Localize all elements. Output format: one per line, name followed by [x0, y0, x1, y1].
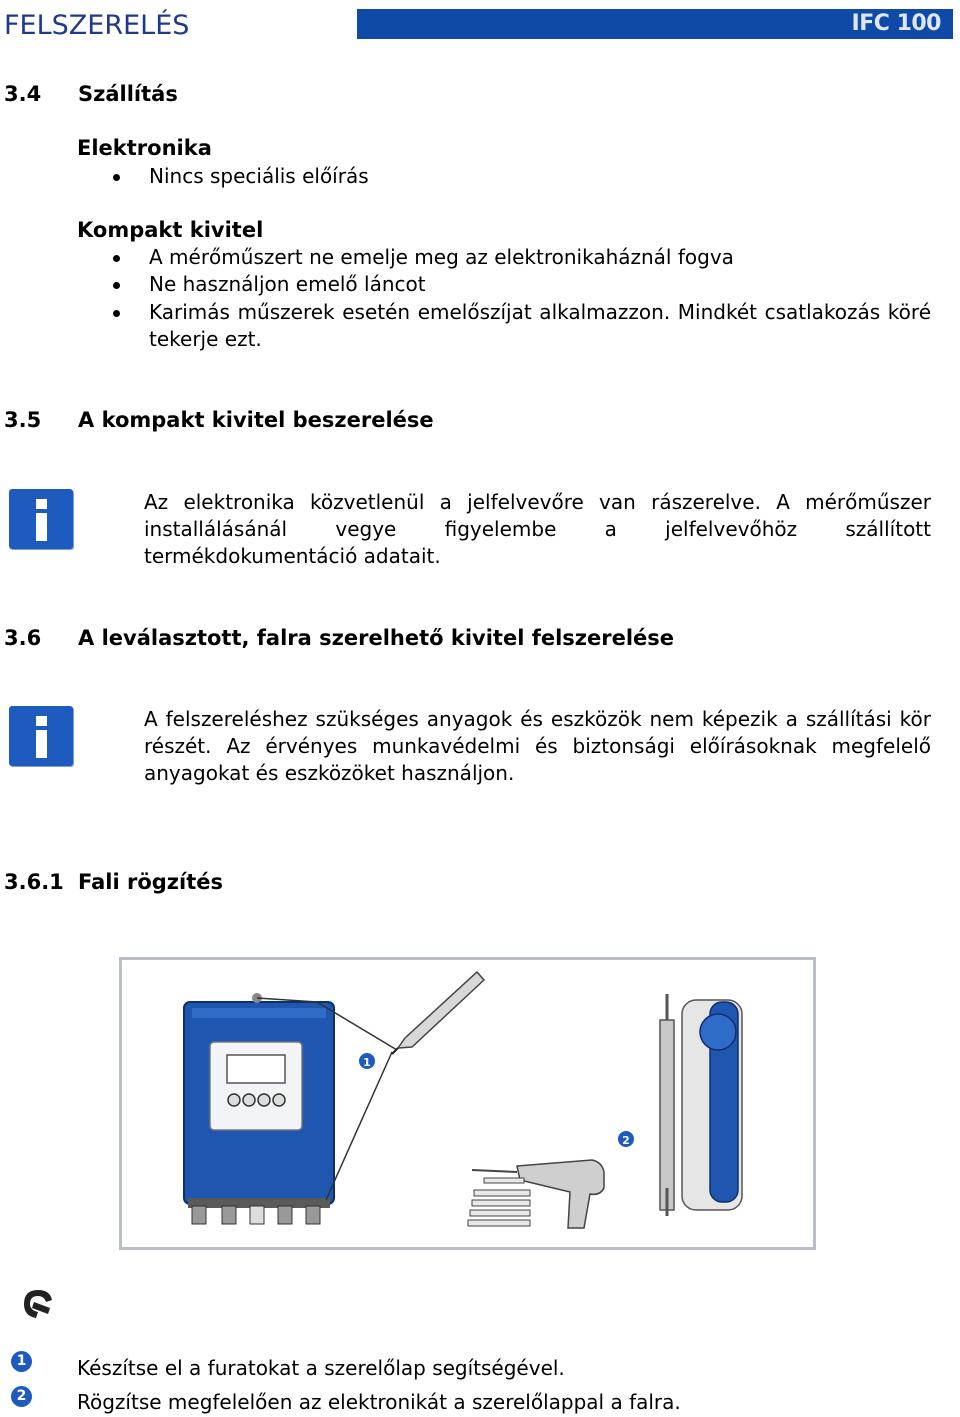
electronics-heading: Elektronika [77, 136, 212, 160]
section-3-4-number: 3.4 [4, 82, 42, 106]
compact-heading: Kompakt kivitel [77, 218, 264, 242]
step-1-marker-icon: 1 [11, 1351, 32, 1372]
step-2-text: Rögzítse megfelelően az elektronikát a szerelőlappal a falra. [77, 1390, 681, 1414]
figure-marker-2-label: 2 [622, 1134, 630, 1147]
info-icon [9, 489, 73, 549]
bullet [113, 174, 120, 181]
page-header-title: FELSZERELÉS [4, 10, 190, 41]
wall-plugs [468, 1178, 530, 1226]
section-3-5-title: A kompakt kivitel beszerelése [78, 408, 434, 432]
section-3-5-number: 3.5 [4, 408, 42, 432]
wall-mounting-illustration [122, 960, 813, 1247]
list-item-text: Karimás műszerek esetén emelőszíjat alkalmazzon. Mindkét csatlakozás köré tekerje ezt. [149, 299, 931, 351]
header-bar [357, 9, 953, 39]
list-item [108, 299, 931, 354]
section-3-6-title: A leválasztott, falra szerelhető kivitel felszerelése [78, 626, 675, 650]
wall-bracket [660, 994, 742, 1216]
list-item-text: Ne használjon emelő láncot [149, 272, 426, 297]
list-item [108, 271, 931, 298]
section-3-4-title: Szállítás [78, 82, 178, 106]
info-text-3-6: A felszereléshez szükséges anyagok és eszközök nem képezik a szállítási kör részét. Az érvényes munkavédelmi és biztonsági előírásoknak megfelelő anyagokat és eszközöket használjon. [144, 707, 931, 785]
info-text-3-5: Az elektronika közvetlenül a jelfelvevőre van rászerelve. A mérőműszer installálásánál vegye figyelembe a jelfelvevőhöz szállított termékdokumentáció adatait. [144, 490, 931, 568]
bullet [113, 255, 120, 262]
wall-mounting-figure [119, 957, 816, 1250]
bullet [113, 282, 120, 289]
section-3-6-number: 3.6 [4, 626, 42, 650]
section-3-6-1-title: Fali rögzítés [78, 870, 224, 894]
info-icon [9, 706, 73, 766]
step-1-text: Készítse el a furatokat a szerelőlap segítségével. [77, 1356, 565, 1380]
list-item-text: Nincs speciális előírás [149, 164, 369, 188]
electronics-list [108, 163, 938, 190]
compact-list [108, 244, 931, 353]
hand-tool-icon [18, 1282, 58, 1322]
bullet [113, 310, 120, 317]
electronics-housing [184, 993, 334, 1224]
step-2-marker-icon: 2 [11, 1386, 32, 1407]
section-3-6-1-number: 3.6.1 [4, 870, 64, 894]
list-item [108, 244, 931, 271]
marker-pen [392, 972, 484, 1054]
figure-marker-1-label: 1 [363, 1056, 371, 1069]
list-item-text: A mérőműszert ne emelje meg az elektronikaháznál fogva [149, 245, 734, 269]
list-item [108, 163, 938, 190]
header-brand: IFC 100 [851, 11, 941, 36]
